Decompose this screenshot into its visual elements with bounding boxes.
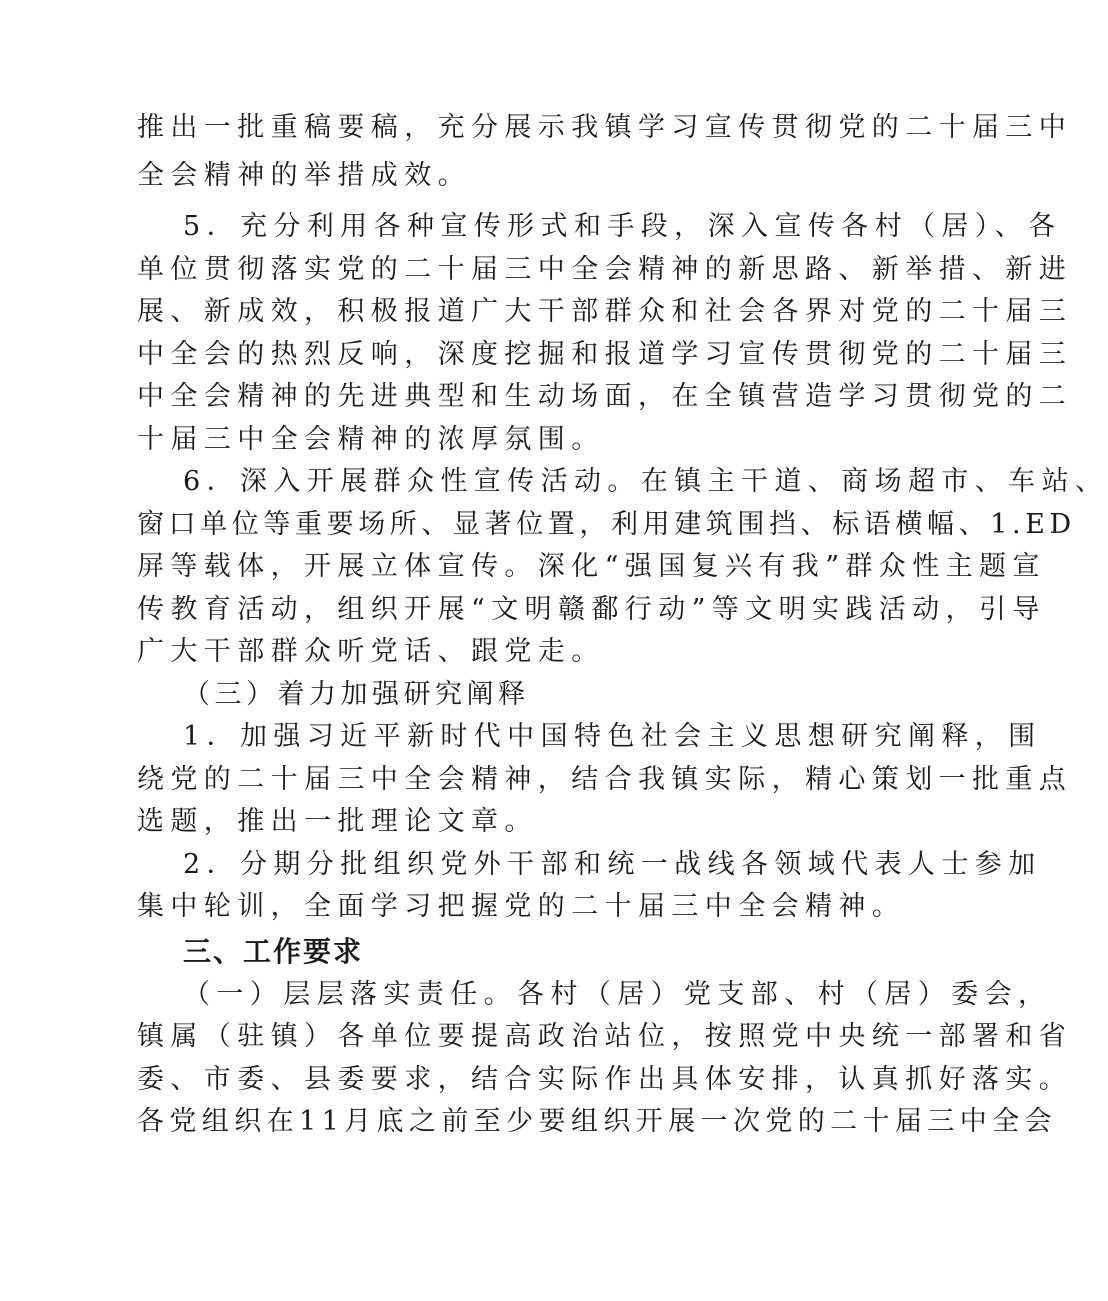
text-line: 选题，推出一批理论文章。	[137, 806, 538, 837]
text-line: 展、新成效，积极报道广大干部群众和社会各界对党的二十届三	[137, 296, 1073, 327]
text-line: 6．深入开展群众性宣传活动。在镇主干道、商场超市、车站、	[183, 466, 1108, 497]
text-line: （一）层层落实责任。各村（居）党支部、村（居）委会，	[183, 979, 1052, 1010]
section-heading: 三、工作要求	[183, 935, 364, 968]
text-line: 1．加强习近平新时代中国特色社会主义思想研究阐释，围	[183, 721, 1042, 752]
text-line: 5．充分利用各种宣传形式和手段，深入宣传各村（居）、各	[183, 211, 1062, 242]
text-line: 全会精神的举措成效。	[137, 160, 471, 191]
text-line: 中全会精神的先进典型和生动场面，在全镇营造学习贯彻党的二	[137, 381, 1073, 412]
text-line: 窗口单位等重要场所、显著位置，利用建筑围挡、标语横幅、1.ED	[137, 509, 1076, 540]
text-line: 2．分期分批组织党外干部和统一战线各领域代表人士参加	[183, 849, 1042, 880]
text-line: 屏等载体，开展立体宣传。深化“强国复兴有我”群众性主题宣	[137, 551, 1046, 582]
text-line: 委、市委、县委要求，结合实际作出具体安排，认真抓好落实。	[137, 1064, 1073, 1095]
text-line: 广大干部群众听党话、跟党走。	[137, 636, 605, 667]
text-line: 绕党的二十届三中全会精神，结合我镇实际，精心策划一批重点	[137, 764, 1073, 795]
text-line: 集中轮训，全面学习把握党的二十届三中全会精神。	[137, 891, 906, 922]
section-subheading: （三）着力加强研究阐释	[183, 679, 530, 710]
text-line: 镇属（驻镇）各单位要提高政治站位，按照党中央统一部署和省	[137, 1021, 1073, 1052]
text-line: 中全会的热烈反响，深度挖掘和报道学习宣传贯彻党的二十届三	[137, 339, 1073, 370]
text-line: 推出一批重稿要稿，充分展示我镇学习宣传贯彻党的二十届三中	[137, 112, 1073, 143]
text-line: 各党组织在11月底之前至少要组织开展一次党的二十届三中全会	[137, 1106, 1057, 1137]
text-line: 传教育活动，组织开展“文明赣鄱行动”等文明实践活动，引导	[137, 594, 1046, 625]
text-line: 单位贯彻落实党的二十届三中全会精神的新思路、新举措、新进	[137, 254, 1073, 285]
text-line: 十届三中全会精神的浓厚氛围。	[137, 424, 605, 455]
